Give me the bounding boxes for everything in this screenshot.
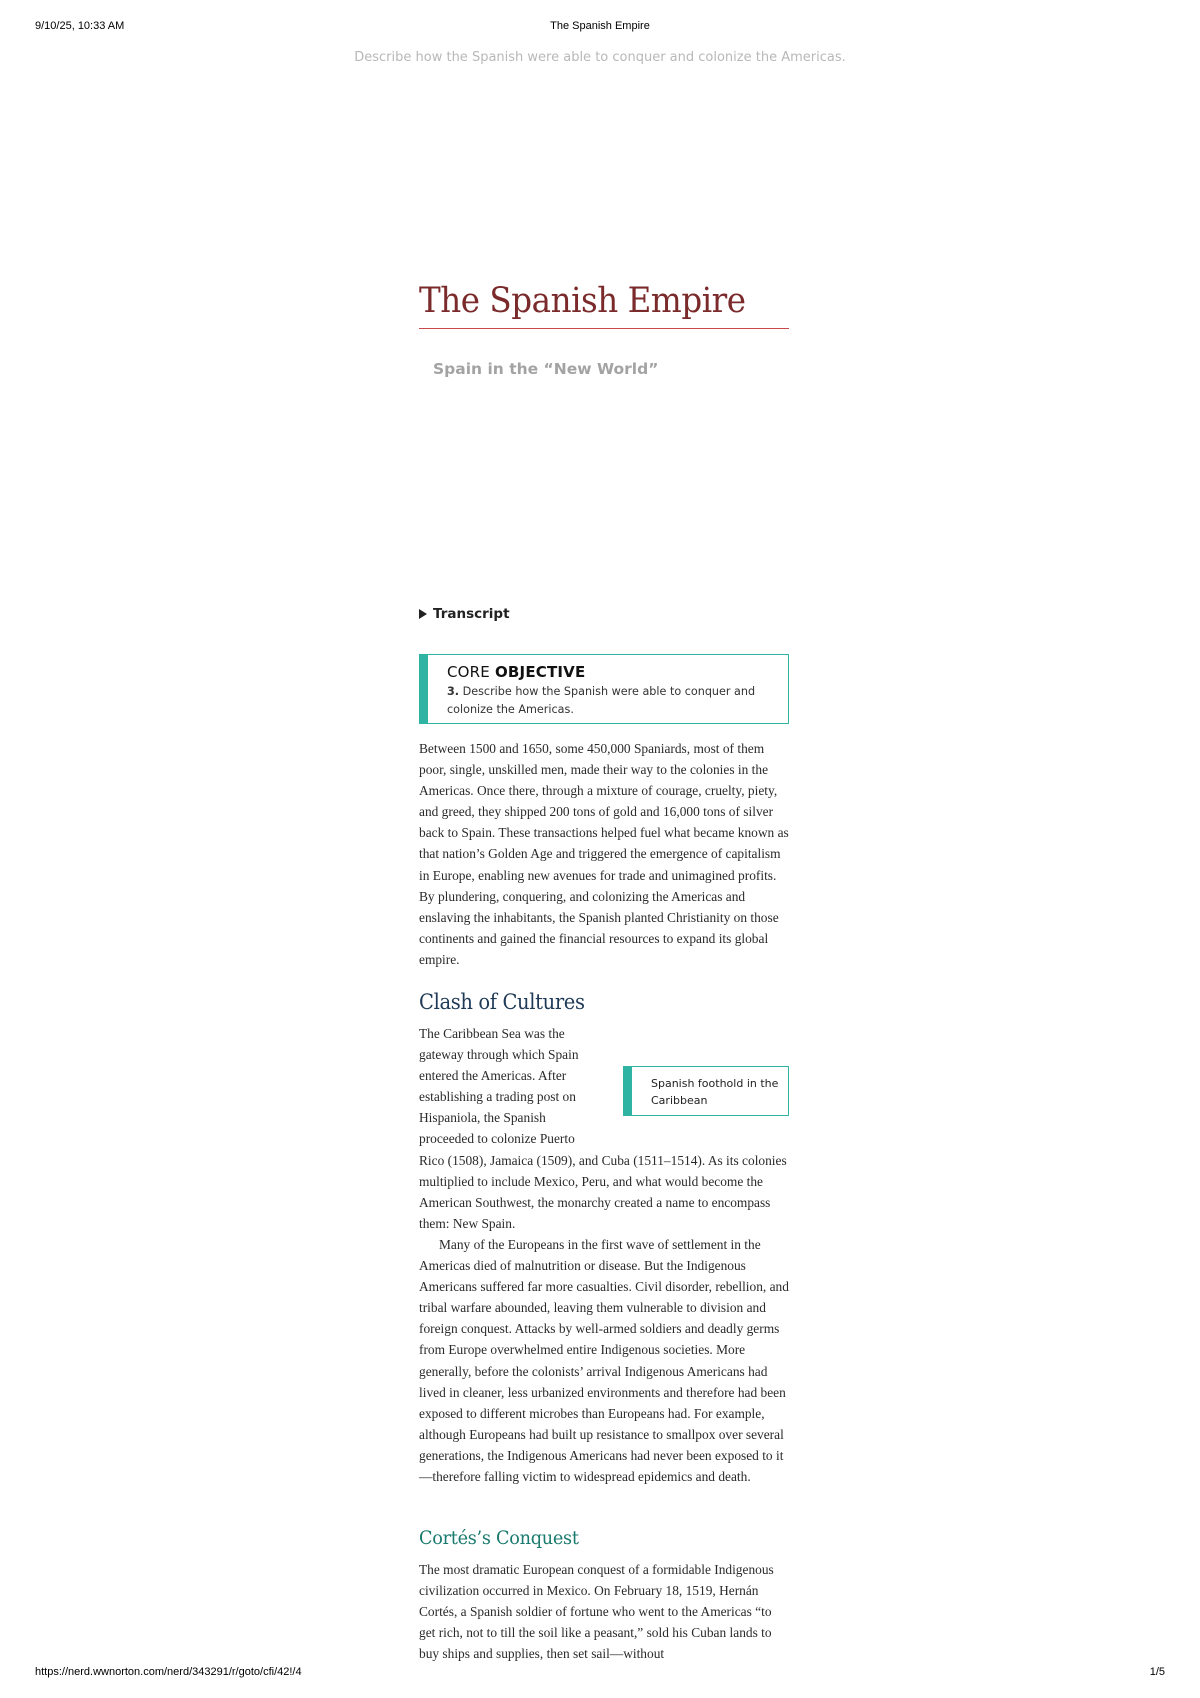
core-objective-heading: [447, 663, 776, 681]
objective-description: Describe how the Spanish were able to conquer and colonize the Americas.: [447, 685, 756, 716]
clash-paragraph-2: Many of the Europeans in the first wave of settlement in the Americas died of malnutrition or disease. But the Indigenous Americans suffered far more casualties. Civil disorder, rebellion, and tribal warfare abounded, leaving them vulnerable to division and foreign conquest. Attacks by well-armed soldiers and deadly germs from Europe overwhelmed entire Indigenous societies. More generally, before the colonists’ arrival Indigenous Americans had lived in cleaner, less urbanized environments and therefore had been exposed to different microbes than Europeans had. For example, although Europeans had built up resistance to smallpox over several generations, the Indigenous Americans had never been exposed to it—therefore falling victim to widespread epidemics and death.: [419, 1236, 789, 1484]
caption-float-spacer: [582, 1023, 789, 1145]
section-heading-clash: [419, 990, 789, 1014]
clash-paragraph-1: The Caribbean Sea was the gateway through which Spain entered the Americas. After establishing a trading post on Hispaniola, the Spanish proceeded to colonize Puerto Rico (1508), Jamaica (1509), and Cuba (1511–1514). As its colonies multiplied to include Mexico, Peru, and what would become the American Southwest, the monarchy created a name to encompass them: New Spain.: [419, 1026, 787, 1231]
print-page-number: 1/5: [1149, 1666, 1165, 1678]
cortes-paragraph: The most dramatic European conquest of a formidable Indigenous civilization occurred in Mexico. On February 18, 1519, Hernán Cortés, a Spanish soldier of fortune who went to the Americas “to get rich, not to till the soil like a peasant,” sold his Cuban lands to buy ships and supplies, then set sail—without: [419, 1562, 774, 1662]
print-datetime: 9/10/25, 10:33 AM: [35, 20, 125, 32]
section-heading-cortes: [419, 1527, 789, 1549]
clash-section-body: [419, 1023, 789, 1487]
section-heading-cortes-text: Cortés’s Conquest: [419, 1527, 579, 1549]
transcript-toggle[interactable]: [419, 606, 789, 622]
core-objective-box: [419, 654, 789, 724]
objective-summary: Describe how the Spanish were able to conquer and colonize the Americas.: [354, 50, 846, 65]
core-label: CORE: [447, 663, 490, 681]
map-caption: Spanish foothold in the Caribbean: [651, 1077, 779, 1107]
objective-number: 3.: [447, 685, 460, 698]
page-title-text: The Spanish Empire: [419, 281, 746, 321]
print-page-title: The Spanish Empire: [550, 20, 650, 32]
objective-label: OBJECTIVE: [494, 663, 586, 681]
page-title: [419, 280, 789, 329]
print-url: https://nerd.wwnorton.com/nerd/343291/r/goto/cfi/42!/4: [35, 1666, 302, 1678]
section-heading-clash-text: Clash of Cultures: [419, 990, 585, 1014]
disclosure-triangle-icon: [419, 609, 427, 619]
transcript-label: Transcript: [433, 606, 510, 622]
page-subtitle: Spain in the “New World”: [433, 360, 659, 378]
core-objective-text: [447, 683, 776, 719]
intro-paragraph: Between 1500 and 1650, some 450,000 Spaniards, most of them poor, single, unskilled men, made their way to the colonies in the Americas. Once there, through a mixture of courage, cruelty, piety, and greed, they shipped 200 tons of gold and 16,000 tons of silver back to Spain. These transactions helped fuel what became known as that nation’s Golden Age and triggered the emergence of capitalism in Europe, enabling new avenues for trade and unimagined profits. By plundering, conquering, and colonizing the Americas and enslaving the inhabitants, the Spanish planted Christianity on those continents and gained the financial resources to expand its global empire.: [419, 741, 789, 967]
